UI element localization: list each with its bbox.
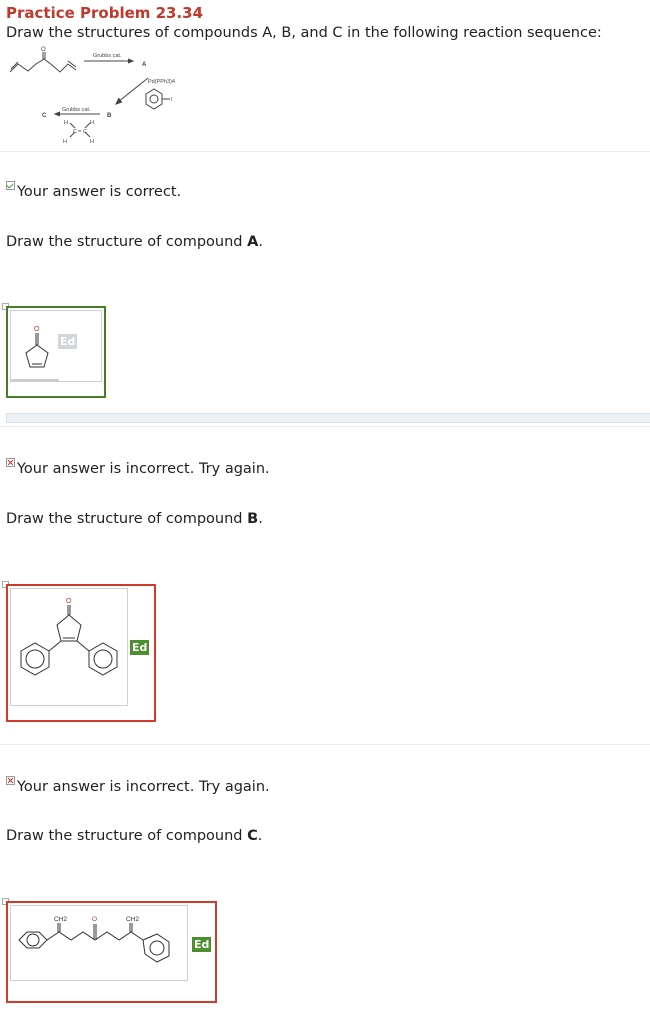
divider xyxy=(0,744,650,745)
prompt-c: Draw the structure of compound C. xyxy=(6,828,263,844)
svg-text:CH2: CH2 xyxy=(126,916,140,923)
divider xyxy=(0,151,650,152)
question-text: Draw the structures of compounds A, B, and C in the following reaction sequence: xyxy=(6,25,602,41)
drawing-canvas-c[interactable] xyxy=(10,905,188,981)
iodo-label: I xyxy=(171,97,173,103)
arrow-a-to-b xyxy=(118,78,148,102)
svg-text:C: C xyxy=(83,129,87,135)
svg-text:C: C xyxy=(73,129,77,135)
svg-text:H: H xyxy=(90,120,94,126)
structure-b xyxy=(11,589,127,705)
iodobenzene-ring xyxy=(146,89,162,109)
edit-button-a[interactable]: Ed xyxy=(60,335,76,348)
drawing-canvas-a[interactable] xyxy=(10,310,102,382)
answer-box-c[interactable] xyxy=(6,901,217,1003)
page-title: Practice Problem 23.34 xyxy=(6,4,204,22)
horizontal-scrollbar[interactable] xyxy=(6,413,650,423)
svg-text:H: H xyxy=(63,139,67,145)
structure-a xyxy=(11,311,101,381)
check-icon xyxy=(6,181,15,190)
label-c: C xyxy=(42,113,47,119)
prompt-a: Draw the structure of compound A. xyxy=(6,234,263,250)
svg-text:H: H xyxy=(90,139,94,145)
label-a: A xyxy=(142,62,147,68)
feedback-c: Your answer is incorrect. Try again. xyxy=(6,776,270,795)
svg-text:O: O xyxy=(34,326,40,333)
feedback-b: Your answer is incorrect. Try again. xyxy=(6,458,270,477)
phenyl-ring-right xyxy=(143,934,169,962)
divider xyxy=(0,426,650,427)
structure-c xyxy=(11,906,187,980)
scheme-oxygen: O xyxy=(41,47,46,53)
start-material-double-bond-right xyxy=(68,61,76,67)
drawing-canvas-b[interactable] xyxy=(10,588,128,706)
step1-reagent: Grubbs cat. xyxy=(93,53,122,59)
svg-text:CH2: CH2 xyxy=(54,916,68,923)
start-material-chain xyxy=(10,59,76,72)
edit-button-c[interactable]: Ed xyxy=(194,938,210,951)
svg-text:O: O xyxy=(66,598,72,605)
phenyl-ring-right xyxy=(89,643,117,675)
step3-reagent: Grubbs cat. xyxy=(62,107,91,113)
label-b: B xyxy=(107,113,112,119)
answer-box-b[interactable] xyxy=(6,584,156,722)
svg-text:H: H xyxy=(64,120,68,126)
answer-box-a[interactable] xyxy=(6,306,106,398)
x-icon xyxy=(6,458,15,467)
reaction-scheme xyxy=(0,44,200,148)
svg-text:O: O xyxy=(92,916,98,923)
edit-button-b[interactable]: Ed xyxy=(132,641,148,654)
prompt-b: Draw the structure of compound B. xyxy=(6,511,263,527)
svg-text:=: = xyxy=(78,129,82,135)
feedback-a: Your answer is correct. xyxy=(6,181,181,200)
step2-reagent: Pd(PPh3)4 xyxy=(148,79,175,85)
x-icon xyxy=(6,776,15,785)
phenyl-ring-left xyxy=(21,643,49,675)
